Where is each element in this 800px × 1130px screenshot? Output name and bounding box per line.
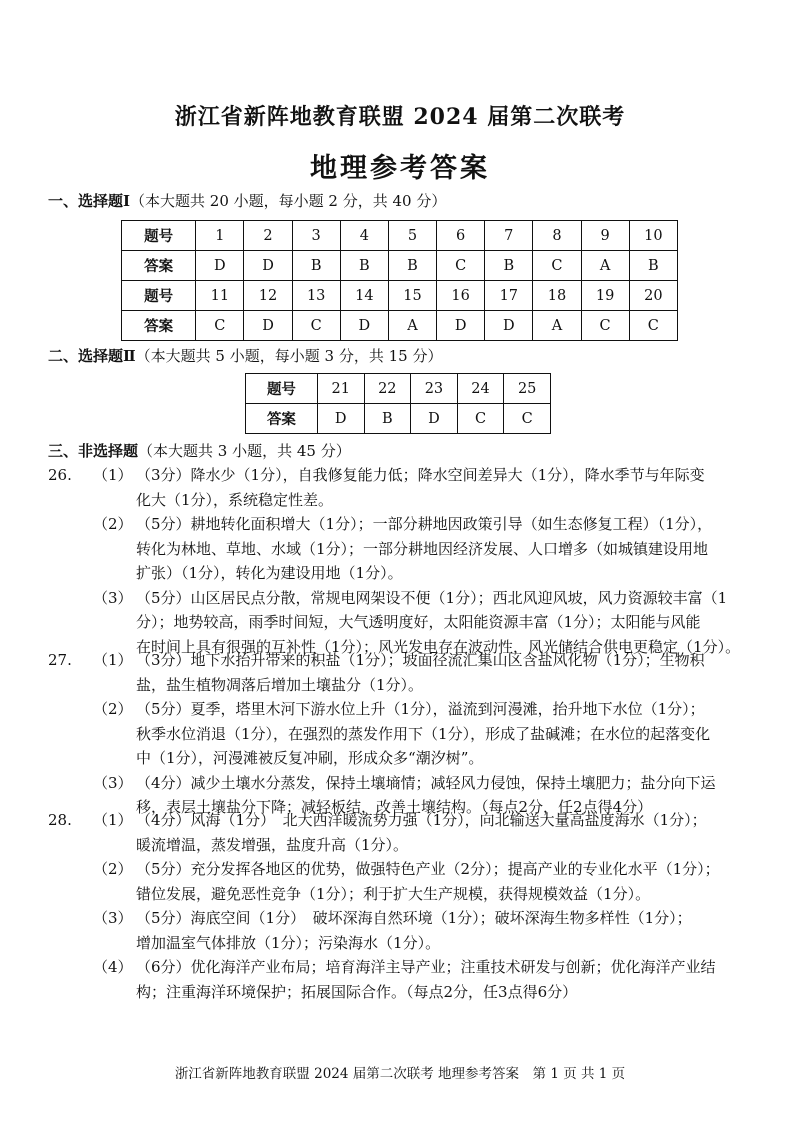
part-text	[136, 955, 768, 1004]
page-footer: 浙江省新阵地教育联盟 2024 届第二次联考 地理参考答案 第 1 页 共 1 页	[174, 1066, 626, 1082]
question-26	[48, 463, 768, 659]
question-number-cell: 18	[533, 281, 581, 311]
section2-note: （本大题共 5 小题，每小题 3 分，共 15 分）	[135, 347, 443, 365]
answer-cell: C	[629, 311, 677, 341]
answer-line: （3分）地下水抬升带来的积盐（1分）；坡面径流汇集山区含盐风化物（1分）；生物积	[136, 651, 705, 669]
question-number-cell: 1	[196, 221, 244, 251]
row-label-question: 题号	[246, 374, 318, 404]
row-label-answer: 答案	[122, 311, 196, 341]
answer-cell: A	[533, 311, 581, 341]
part-text	[136, 697, 768, 771]
answer-line: 增加温室气体排放（1分）；污染海水（1分）。	[136, 933, 441, 952]
answer-table-1	[121, 220, 678, 341]
document-title: 地理参考答案	[310, 153, 490, 184]
answer-cell: D	[196, 251, 244, 281]
answer-cell: C	[533, 251, 581, 281]
part-label: （2）	[93, 700, 133, 718]
question-number-cell: 7	[485, 221, 533, 251]
row-label-question: 题号	[122, 221, 196, 251]
question-number-cell: 5	[388, 221, 436, 251]
part-text	[136, 463, 768, 512]
answer-part	[93, 697, 768, 771]
answer-part	[48, 808, 768, 857]
answer-line: （5分）海底空间（1分） 破坏深海自然环境（1分）；破坏深海生物多样性（1分）；	[136, 909, 692, 927]
section2-heading	[48, 345, 442, 366]
part-label: （2）	[93, 515, 133, 533]
question-number-cell: 14	[340, 281, 388, 311]
question-number-cell: 15	[388, 281, 436, 311]
answer-line: 转化为林地、草地、水域（1分）；一部分耕地因经济发展、人口增多（如城镇建设用地	[136, 539, 709, 558]
answer-part	[93, 906, 768, 955]
answer-line: （4分）风海（1分） 北大西洋暖流势力强（1分），向北输送大量高盐度海水（1分）；	[136, 811, 707, 829]
answer-line: 构；注重海洋环境保护；拓展国际合作。（每点2分，任3点得6分）	[136, 982, 578, 1001]
answer-part	[48, 648, 768, 697]
question-number-cell: 8	[533, 221, 581, 251]
answer-cell: B	[485, 251, 533, 281]
question-number-cell: 17	[485, 281, 533, 311]
answer-cell: D	[340, 311, 388, 341]
answer-cell: D	[317, 404, 364, 434]
answer-line: 暖流增温，蒸发增强，盐度升高（1分）。	[136, 835, 409, 854]
question-number-cell: 10	[629, 221, 677, 251]
answer-part	[93, 857, 768, 906]
answer-line: 中（1分），河漫滩被反复冲刷，形成众多“潮汐树”。	[136, 749, 484, 767]
answer-line: 扩张）（1分），转化为建设用地（1分）。	[136, 564, 403, 582]
answer-cell: D	[244, 311, 292, 341]
part-text	[136, 512, 768, 586]
section3-title: 三、非选择题	[48, 442, 139, 460]
section1-title: 一、选择题Ⅰ	[48, 192, 131, 210]
answer-cell: B	[629, 251, 677, 281]
answer-line: （5分）夏季，塔里木河下游水位上升（1分），溢流到河漫滩，抬升地下水位（1分）；	[136, 700, 705, 718]
part-text	[136, 906, 768, 955]
row-label-answer: 答案	[122, 251, 196, 281]
part-label: （2）	[93, 860, 133, 878]
section3-note: （本大题共 3 小题，共 45 分）	[138, 442, 351, 460]
part-text	[136, 857, 768, 906]
answer-line: （5分）山区居民点分散，常规电网架设不便（1分）；西北风迎风坡，风力资源较丰富（1	[136, 588, 728, 607]
answer-line: 化大（1分），系统稳定性差。	[136, 490, 334, 509]
question-number-cell: 11	[196, 281, 244, 311]
exam-title: 浙江省新阵地教育联盟 2024 届第二次联考	[174, 104, 626, 130]
part-text	[136, 648, 768, 697]
answer-cell: D	[244, 251, 292, 281]
answer-part	[93, 512, 768, 586]
question-number-cell: 23	[411, 374, 458, 404]
row-label-question: 题号	[122, 281, 196, 311]
question-27	[48, 648, 768, 820]
question-number: 26.	[48, 466, 72, 484]
answer-part	[48, 463, 768, 512]
answer-cell: D	[411, 404, 458, 434]
answer-row	[122, 311, 678, 341]
question-28	[48, 808, 768, 1004]
question-number-cell: 12	[244, 281, 292, 311]
answer-table-2	[245, 373, 551, 434]
answer-row	[246, 404, 551, 434]
answer-line: （5分）充分发挥各地区的优势，做强特色产业（2分）；提高产业的专业化水平（1分）；	[136, 860, 720, 878]
question-number-cell: 13	[292, 281, 340, 311]
part-label: （1）	[93, 811, 133, 829]
question-number-cell: 20	[629, 281, 677, 311]
part-text	[136, 808, 768, 857]
answer-cell: A	[581, 251, 629, 281]
question-number-row	[122, 221, 678, 251]
question-number-cell: 21	[317, 374, 364, 404]
answer-line: 移，表层土壤盐分下降；减轻板结，改善土壤结构。（每点2分，任2点得4分）	[136, 798, 653, 816]
question-number-cell: 22	[364, 374, 411, 404]
question-number: 28.	[48, 811, 72, 829]
answer-cell: C	[457, 404, 504, 434]
answer-line: （4分）减少土壤水分蒸发，保持土壤墒情；减轻风力侵蚀，保持土壤肥力；盐分向下运	[136, 773, 716, 792]
answer-cell: B	[340, 251, 388, 281]
answer-cell: B	[364, 404, 411, 434]
answer-row	[122, 251, 678, 281]
answer-cell: C	[196, 311, 244, 341]
answer-cell: A	[388, 311, 436, 341]
question-number-cell: 25	[504, 374, 551, 404]
section3-heading	[48, 440, 351, 461]
answer-line: 在时间上具有很强的互补性（1分）；风光发电存在波动性，风光储结合供电更稳定（1分）。	[136, 637, 741, 656]
answer-line: （5分）耕地转化面积增大（1分）；一部分耕地因政策引导（如生态修复工程）（1分），	[136, 515, 713, 533]
part-label: （3）	[93, 773, 133, 792]
question-number-cell: 24	[457, 374, 504, 404]
part-label: （3）	[93, 909, 133, 927]
section2-title: 二、选择题Ⅱ	[48, 347, 136, 365]
answer-line: （3分）降水少（1分），自我修复能力低；降水空间差异大（1分），降水季节与年际变	[136, 466, 705, 484]
answer-line: 分）；地势较高，雨季时间短，大气透明度好，太阳能资源丰富（1分）；太阳能与风能	[136, 613, 701, 631]
answer-line: （6分）优化海洋产业布局；培育海洋主导产业；注重技术研发与创新；优化海洋产业结	[136, 958, 716, 976]
question-number-cell: 16	[437, 281, 485, 311]
question-number-row	[122, 281, 678, 311]
part-label: （1）	[93, 651, 133, 669]
answer-cell: D	[485, 311, 533, 341]
part-label: （3）	[93, 588, 133, 607]
part-label: （4）	[93, 958, 133, 976]
answer-part	[93, 955, 768, 1004]
answer-cell: C	[581, 311, 629, 341]
section1-heading	[48, 190, 446, 211]
question-number: 27.	[48, 651, 72, 669]
question-number-cell: 9	[581, 221, 629, 251]
question-number-cell: 19	[581, 281, 629, 311]
question-number-row	[246, 374, 551, 404]
question-number-cell: 4	[340, 221, 388, 251]
part-label: （1）	[93, 466, 133, 484]
question-number-cell: 2	[244, 221, 292, 251]
answer-line: 错位发展，避免恶性竞争（1分）；利于扩大生产规模，获得规模效益（1分）。	[136, 884, 651, 903]
question-number-cell: 3	[292, 221, 340, 251]
answer-cell: B	[292, 251, 340, 281]
answer-cell: C	[437, 251, 485, 281]
question-number-cell: 6	[437, 221, 485, 251]
answer-cell: D	[437, 311, 485, 341]
answer-cell: C	[504, 404, 551, 434]
answer-cell: C	[292, 311, 340, 341]
answer-line: 秋季水位消退（1分），在强烈的蒸发作用下（1分），形成了盐碱滩；在水位的起落变化	[136, 724, 711, 743]
row-label-answer: 答案	[246, 404, 318, 434]
answer-line: 盐，盐生植物凋落后增加土壤盐分（1分）。	[136, 675, 424, 694]
answer-cell: B	[388, 251, 436, 281]
section1-note: （本大题共 20 小题，每小题 2 分，共 40 分）	[130, 192, 447, 210]
